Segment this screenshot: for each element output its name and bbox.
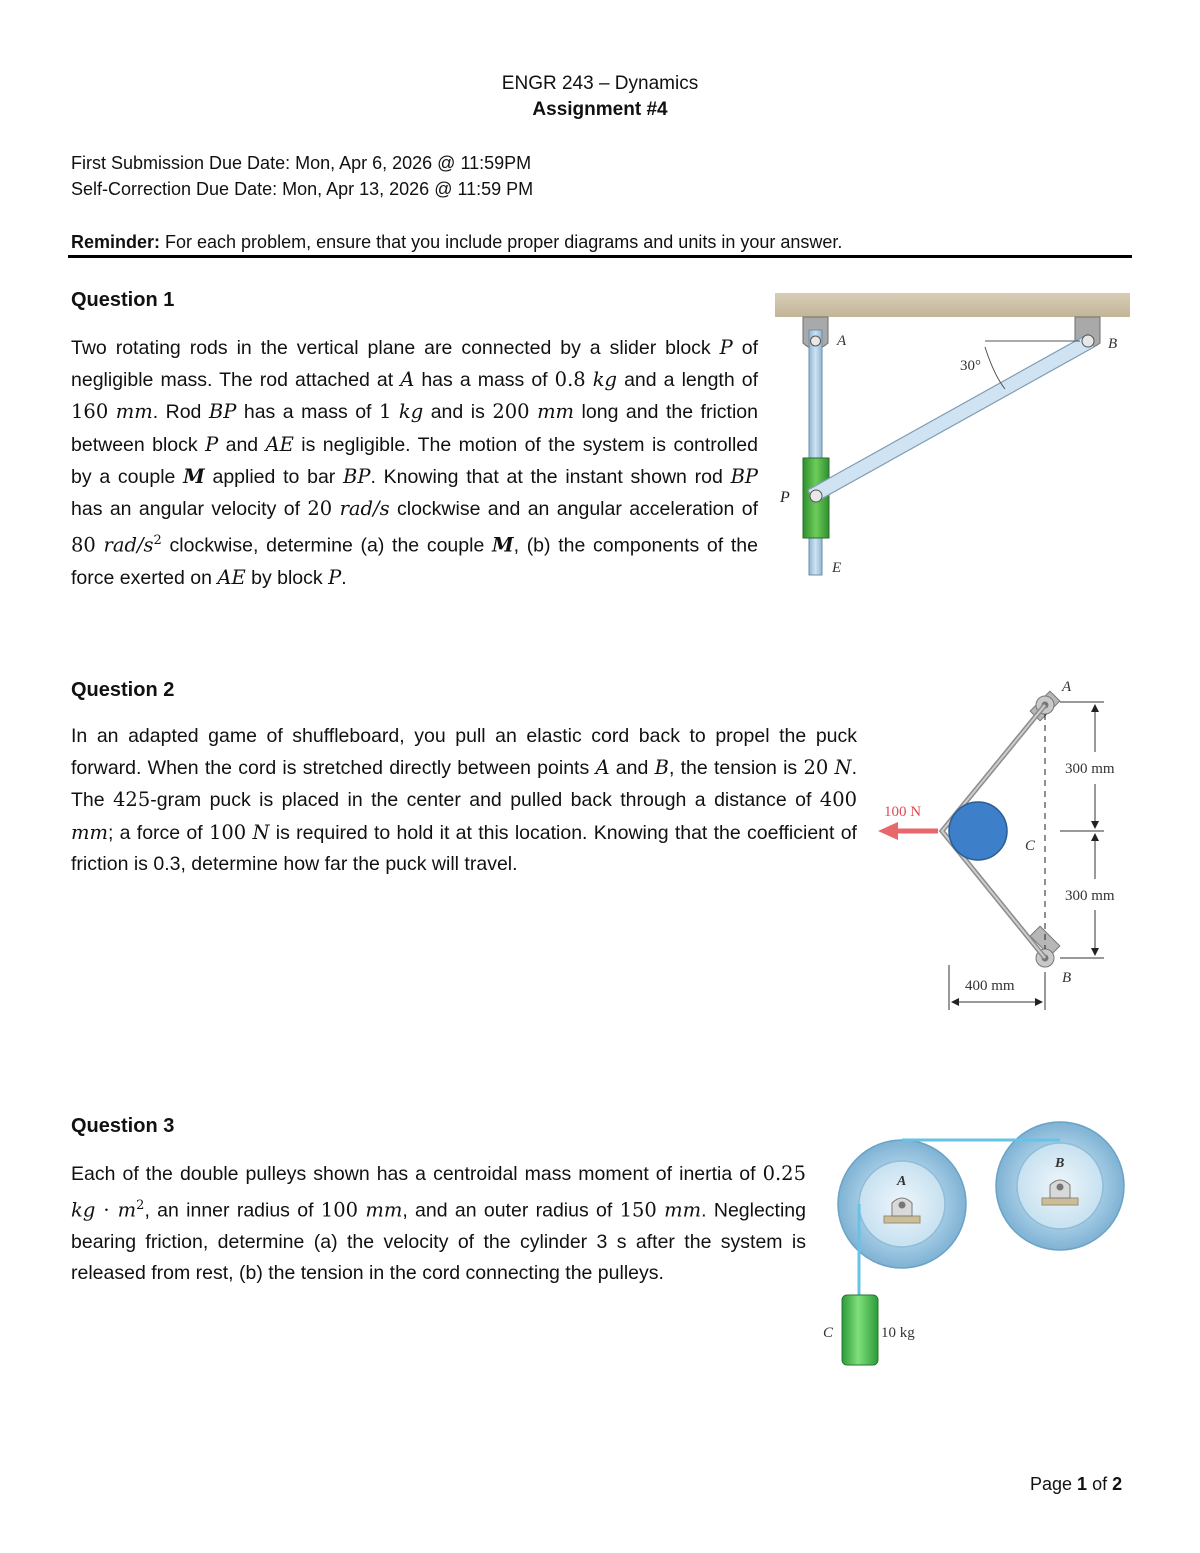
course-title: ENGR 243 – Dynamics: [501, 73, 699, 94]
label-c: C: [823, 1325, 834, 1341]
pin-b: [1082, 335, 1094, 347]
reminder-text: For each problem, ensure that you include proper diagrams and units in your answer.: [160, 232, 843, 252]
question-1-text: Two rotating rods in the vertical plane are connected by a slider block P of negligible mass. The rod attached at A has a mass of 0.8 kg and a length of 160 mm. Rod BP has a mass of 1 kg and is 200 mm long and the friction between block P and AE is negligible. The motion of the system is controlled by a couple M applied to bar BP. Knowing that at the instant shown rod BP has an angular velocity of 20 rad/s clockwise and an angular acceleration of 80 rad/$s^2$ clockwise, determine (a) the couple M, (b) the components of the force exerted on AE by block P.: [71, 336, 759, 589]
cylinder-c: [842, 1295, 878, 1365]
label-b: B: [1062, 970, 1072, 986]
question-1-heading: Question 1: [71, 289, 175, 311]
assignment-title: Assignment #4: [532, 99, 668, 120]
question-2-heading: Question 2: [71, 679, 175, 701]
mass-label: 10 kg: [881, 1325, 915, 1341]
label-b: B: [1055, 1156, 1065, 1171]
question-2-figure: [870, 672, 1145, 1017]
self-correction-due-date: Self-Correction Due Date: Mon, Apr 13, 2026 @ 11:59 PM: [71, 179, 534, 199]
ceiling: [775, 293, 1130, 317]
page-number: Page 1 of 2: [1030, 1474, 1123, 1494]
label-a: A: [1062, 679, 1072, 695]
label-c: C: [1025, 838, 1036, 854]
bearing-base-a: [884, 1216, 920, 1223]
reminder-label: Reminder:: [71, 232, 161, 252]
dim-top-label: 300 mm: [1065, 761, 1115, 777]
question-3-text: Each of the double pulleys shown has a centroidal mass moment of inertia of 0.25 kg · $m^2$, an inner radius of 100 mm, and an outer radius of 150 mm. Neglecting bearing friction, determine (a) the velocity of the cylinder 3 s after the system is released from rest, (b) the tension in the cord connecting the pulleys.: [71, 1162, 807, 1285]
label-a: A: [837, 333, 847, 349]
label-a: A: [897, 1174, 907, 1189]
force-label: 100 N: [884, 804, 922, 820]
rod-bp: [808, 334, 1094, 503]
label-b: B: [1108, 336, 1118, 352]
pin-a: [811, 336, 821, 346]
label-p: P: [780, 489, 790, 506]
reminder: [71, 229, 842, 255]
angle-label: 30°: [960, 358, 981, 374]
first-due-date: First Submission Due Date: Mon, Apr 6, 2026 @ 11:59PM: [71, 153, 532, 173]
dim-horizontal-label: 400 mm: [965, 978, 1015, 994]
question-2-text: In an adapted game of shuffleboard, you pull an elastic cord back to propel the puck forward. When the cord is stretched directly between points A and B, the tension is 20 N. The 425-gram puck is placed in the center and pulled back through a distance of 400 mm; a force of 100 N is required to hold it at this location. Knowing that the coefficient of friction is 0.3, determine how far the puck will travel.: [71, 725, 858, 875]
header-rule: [68, 255, 1132, 258]
dim-bottom-label: 300 mm: [1065, 888, 1115, 904]
bearing-base-b: [1042, 1198, 1078, 1205]
pin-p: [810, 490, 822, 502]
puck: [949, 802, 1007, 860]
question-1-figure: [770, 285, 1135, 585]
question-3-heading: Question 3: [71, 1115, 175, 1137]
label-e: E: [832, 560, 842, 576]
question-3-figure: [815, 1115, 1140, 1375]
